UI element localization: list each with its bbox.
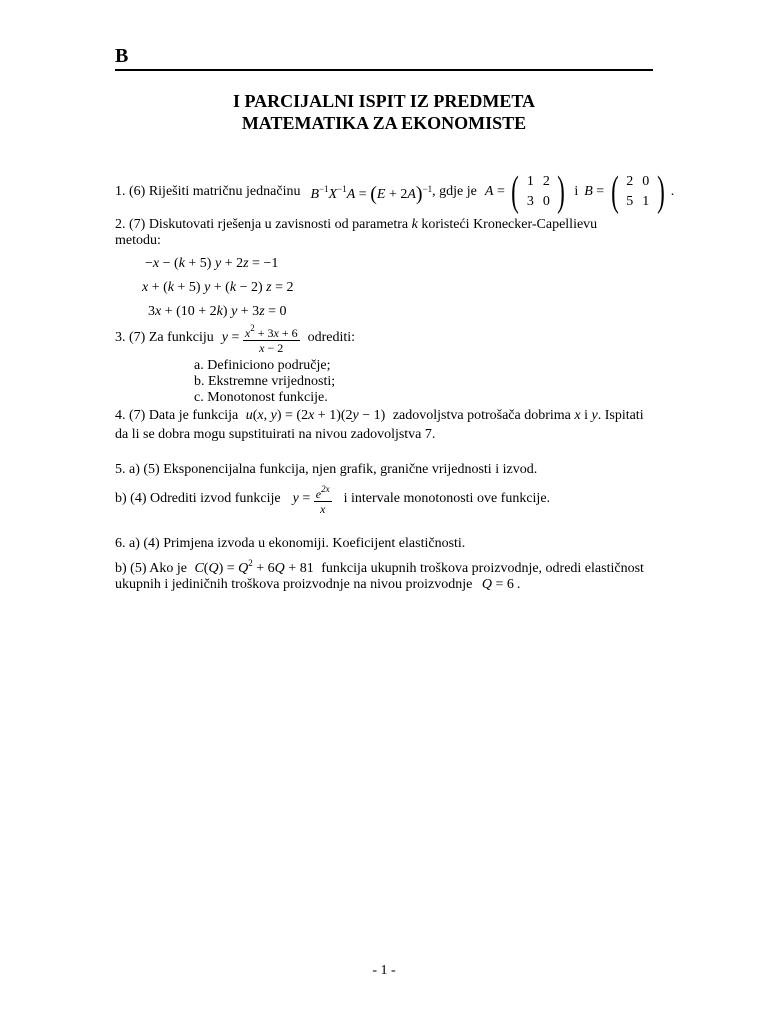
q4-function: u(x, y) = (2x + 1)(2y − 1) xyxy=(245,408,386,423)
q4-x: x xyxy=(574,408,581,423)
q6-line3-prefix: ukupnih i jediničnih troškova proizvodnje na nivou proizvodnje xyxy=(115,577,473,592)
variant-label: B xyxy=(115,45,129,67)
q3-suffix: odrediti: xyxy=(307,330,356,345)
q1-and: i xyxy=(574,184,579,199)
q5-b-suffix: i intervale monotonosti ove funkcije. xyxy=(343,491,551,506)
q2-line-2: metodu: xyxy=(115,233,161,248)
title-line-2: MATEMATIKA ZA EKONOMISTE xyxy=(241,113,527,133)
q1-gdje: , gdje je xyxy=(432,184,477,199)
q5-a: 5. a) (5) Eksponencijalna funkcija, njen grafik, granične vrijednosti i izvod. xyxy=(115,462,538,477)
list-item: c. Monotonost funkcije. xyxy=(194,390,328,405)
q6-b-suffix: funkcija ukupnih troškova proizvodnje, odredi elastičnost xyxy=(321,561,644,576)
matrix-a-cell: 1 xyxy=(526,174,534,189)
q4-i: i xyxy=(584,408,588,423)
q2-line-1b: koristeći Kronecker-Capellievu xyxy=(421,217,598,232)
list-item: a. Definiciono područje; xyxy=(194,358,331,373)
page-title xyxy=(115,90,653,134)
matrix-a-cell: 3 xyxy=(526,194,534,209)
q2-line-1: 2. (7) Diskutovati rješenja u zavisnosti od parametra xyxy=(115,217,409,232)
q3-function: y = $\frac{x^2 + 3x + 6}{x - 2}$ xyxy=(221,323,298,355)
matrix-a-cell: 0 xyxy=(542,194,550,209)
q6-cost-function: $C(Q) = Q^2 + 6Q + 81$ xyxy=(194,558,314,576)
q1-equation: $B^{-1}X^{-1}A = (E + 2A)^{-1}$ xyxy=(310,183,433,205)
question-1 xyxy=(115,170,674,214)
system-eq-1: −x − (k + 5) y + 2z = −1 xyxy=(145,256,279,271)
system-eq-3: 3x + (10 + 2k) y + 3z = 0 xyxy=(148,304,287,319)
title-line-1: I PARCIJALNI ISPIT IZ PREDMETA xyxy=(232,91,536,111)
page-number: - 1 - xyxy=(372,963,396,978)
q3-list xyxy=(194,358,335,406)
q3-prefix: 3. (7) Za funkciju xyxy=(115,330,214,345)
matrix-b-cell: 0 xyxy=(642,174,650,189)
question-3 xyxy=(115,320,355,356)
question-4 xyxy=(115,408,644,443)
q1-prefix: 1. (6) Riješiti matričnu jednačinu xyxy=(115,184,301,199)
system-eq-2: x + (k + 5) y + (k − 2) z = 2 xyxy=(142,280,294,295)
matrix-b-cell: 1 xyxy=(642,194,650,209)
q1-matrix-a: A = ( 1 2 3 0 ) xyxy=(484,169,566,215)
matrix-b-cell: 2 xyxy=(626,174,634,189)
matrix-b-cell: 5 xyxy=(626,194,634,209)
q5-b xyxy=(115,480,550,518)
q4-end: . Ispitati xyxy=(597,408,644,423)
q5-function: y = $\frac{e^{2x}}{x}$ xyxy=(292,484,330,516)
header-rule xyxy=(115,69,653,71)
q6-b xyxy=(115,555,644,577)
q1-end: . xyxy=(670,184,675,199)
matrix-a-cell: 2 xyxy=(542,174,550,189)
q1-matrix-b: B = ( 2 0 5 1 ) xyxy=(584,169,665,215)
q6-q-value: Q = 6 xyxy=(481,577,514,592)
q4-y: y xyxy=(591,408,598,423)
q4-mid: zadovoljstva potrošača dobrima xyxy=(392,408,571,423)
equation-system xyxy=(142,252,294,324)
q5-b-prefix: b) (4) Odrediti izvod funkcije xyxy=(115,491,281,506)
q6-line3-end: . xyxy=(516,577,521,592)
q4-line-2: da li se dobra mogu supstituirati na nivou zadovoljstva 7. xyxy=(115,427,436,442)
q6-a: 6. a) (4) Primjena izvoda u ekonomiji. Koeficijent elastičnosti. xyxy=(115,536,466,551)
question-2 xyxy=(115,217,597,249)
list-item: b. Ekstremne vrijednosti; xyxy=(194,374,336,389)
q6-line-3 xyxy=(115,577,520,593)
q6-b-prefix: b) (5) Ako je xyxy=(115,561,187,576)
q2-param: k xyxy=(411,217,418,232)
q4-prefix: 4. (7) Data je funkcija xyxy=(115,408,239,423)
